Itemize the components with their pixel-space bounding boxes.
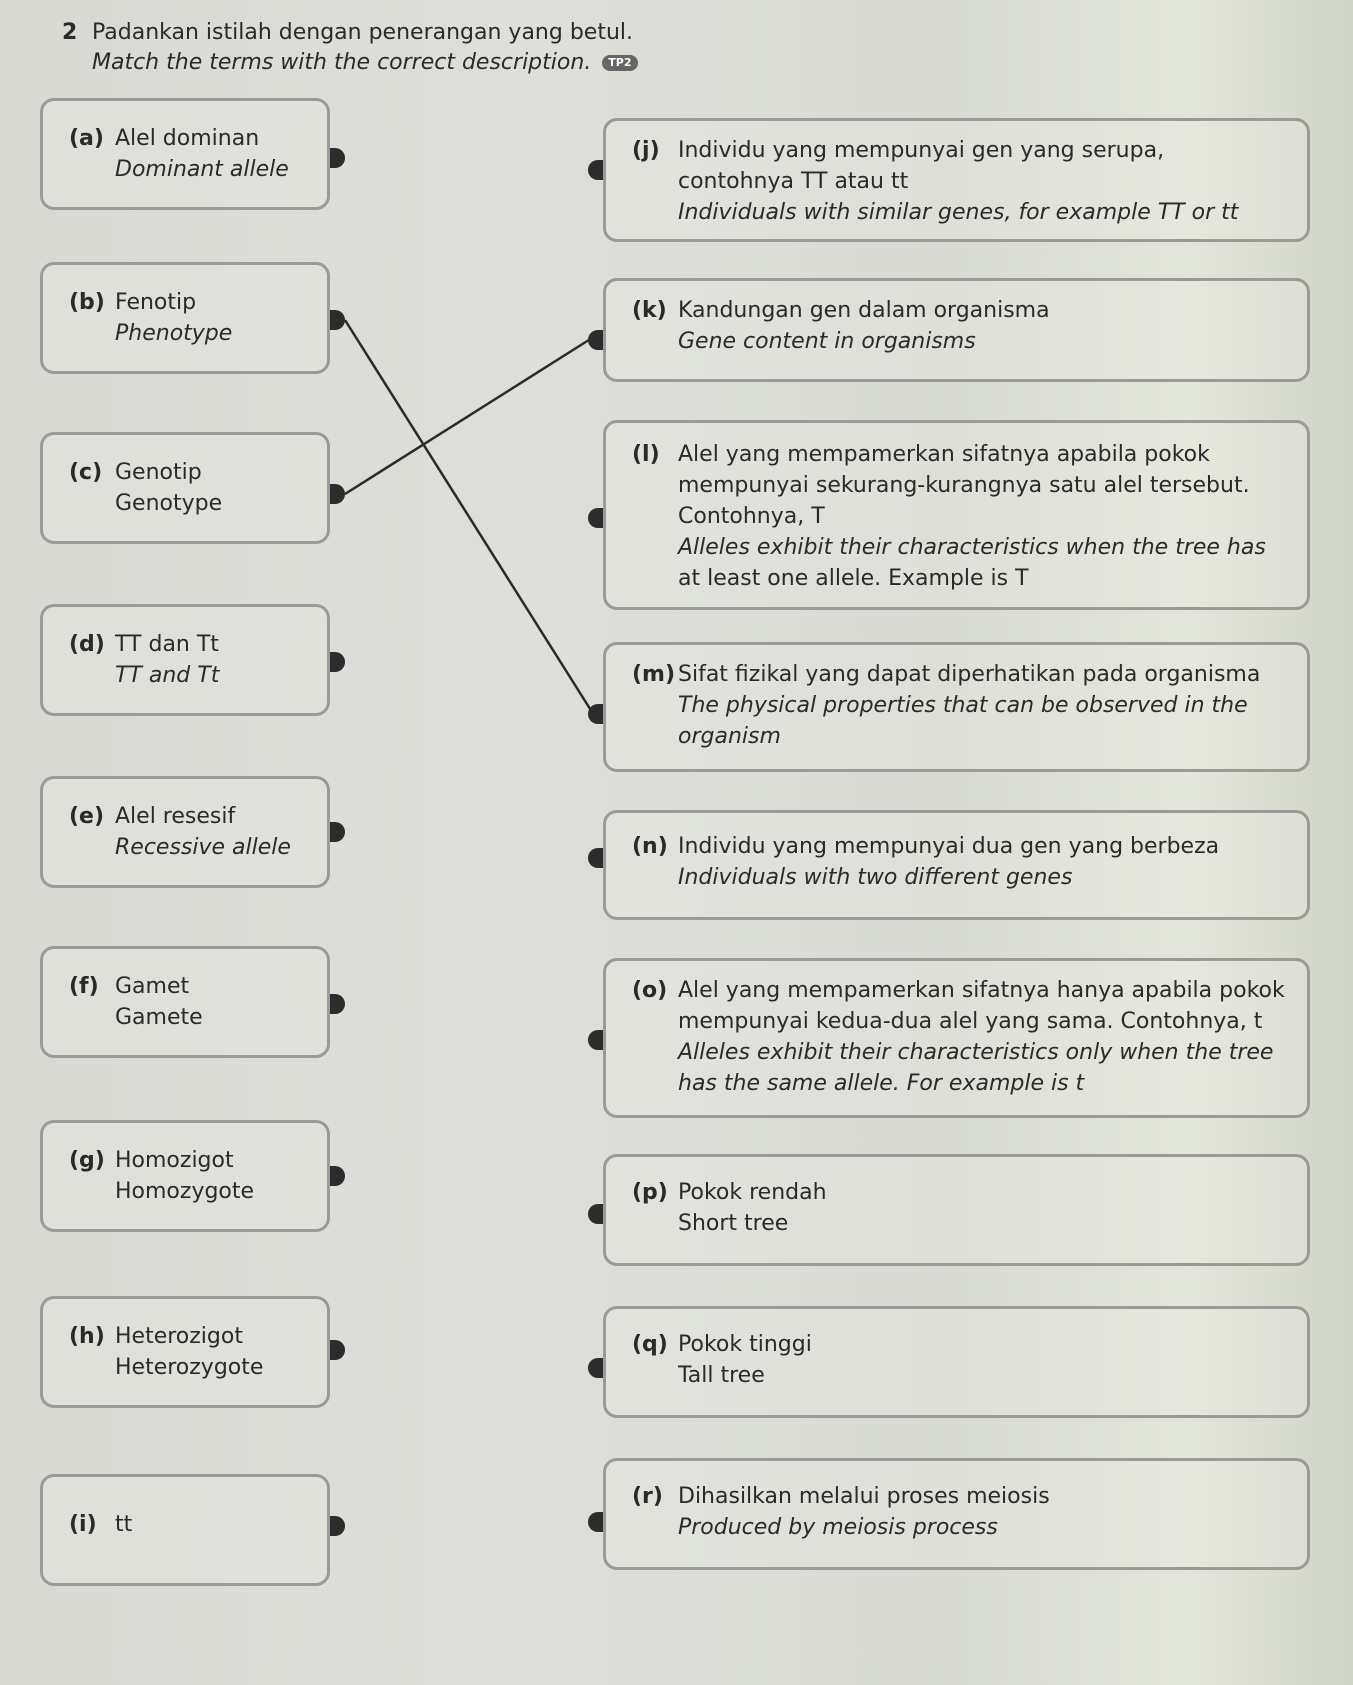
term-en: Gamete	[115, 1005, 203, 1030]
desc-card-r[interactable]	[603, 1458, 1310, 1570]
match-dot-n[interactable]	[588, 848, 603, 868]
term-ms: Alel resesif	[115, 804, 236, 829]
match-dot-m[interactable]	[588, 704, 603, 724]
match-dot-h[interactable]	[330, 1340, 345, 1360]
term-label: (d)	[69, 632, 105, 657]
match-dot-d[interactable]	[330, 652, 345, 672]
desc-label: (p)	[632, 1180, 668, 1205]
desc-label: (q)	[632, 1332, 668, 1357]
desc-ms1: Individu yang mempunyai gen yang serupa,	[678, 138, 1165, 163]
term-label: (i)	[69, 1512, 97, 1537]
desc-en1: Tall tree	[678, 1363, 765, 1388]
desc-en1: Produced by meiosis process	[678, 1515, 998, 1540]
desc-ms1: Dihasilkan melalui proses meiosis	[678, 1484, 1050, 1509]
term-label: (a)	[69, 126, 104, 151]
desc-en1: The physical properties that can be observed in the	[678, 693, 1248, 718]
term-ms: Fenotip	[115, 290, 197, 315]
term-ms: Genotip	[115, 460, 202, 485]
desc-label: (r)	[632, 1484, 663, 1509]
term-en: TT and Tt	[115, 663, 220, 688]
desc-ms1: Sifat fizikal yang dapat diperhatikan pada organisma	[678, 662, 1261, 687]
desc-ms1: Alel yang mempamerkan sifatnya hanya apabila pokok	[678, 978, 1285, 1003]
term-ms: Gamet	[115, 974, 190, 999]
term-en: Dominant allele	[115, 157, 289, 182]
desc-ms1: Kandungan gen dalam organisma	[678, 298, 1050, 323]
term-en: Genotype	[115, 491, 223, 516]
term-en: Homozygote	[115, 1179, 255, 1204]
desc-card-o[interactable]	[603, 958, 1310, 1118]
term-ms: tt	[115, 1512, 133, 1537]
match-dot-i[interactable]	[330, 1516, 345, 1536]
desc-ms1: Pokok tinggi	[678, 1332, 812, 1357]
desc-label: (m)	[632, 662, 676, 687]
match-line-c-k	[345, 338, 592, 494]
desc-en1: Alleles exhibit their characteristics only when the tree	[678, 1040, 1274, 1065]
match-dot-r[interactable]	[588, 1512, 603, 1532]
desc-card-l[interactable]	[603, 420, 1310, 610]
term-card-g[interactable]	[40, 1120, 330, 1232]
term-card-d[interactable]	[40, 604, 330, 716]
desc-en1: Individuals with two different genes	[678, 865, 1073, 890]
term-ms: Alel dominan	[115, 126, 260, 151]
desc-ms2: contohnya TT atau tt	[678, 169, 909, 194]
term-card-h[interactable]	[40, 1296, 330, 1408]
desc-ms2: mempunyai sekurang-kurangnya satu alel tersebut. Contohnya, T	[678, 473, 1250, 529]
term-label: (b)	[69, 290, 105, 315]
match-dot-l[interactable]	[588, 508, 603, 528]
desc-label: (j)	[632, 138, 660, 163]
desc-label: (o)	[632, 978, 668, 1003]
question-text-en: Match the terms with the correct description.	[92, 50, 592, 75]
desc-ms1: Alel yang mempamerkan sifatnya apabila pokok	[678, 442, 1210, 467]
desc-card-m[interactable]	[603, 642, 1310, 772]
tp-badge: TP2	[602, 55, 637, 71]
desc-label: (k)	[632, 298, 667, 323]
question-text-ms: Padankan istilah dengan penerangan yang betul.	[92, 20, 633, 45]
match-dot-a[interactable]	[330, 148, 345, 168]
desc-en1: Alleles exhibit their characteristics when the tree has	[678, 535, 1266, 560]
term-card-c[interactable]	[40, 432, 330, 544]
question-header	[62, 18, 638, 78]
match-dot-b[interactable]	[330, 310, 345, 330]
term-label: (c)	[69, 460, 103, 485]
desc-card-j[interactable]	[603, 118, 1310, 242]
desc-label: (l)	[632, 442, 660, 467]
term-en: Phenotype	[115, 321, 233, 346]
term-card-a[interactable]	[40, 98, 330, 210]
match-dot-o[interactable]	[588, 1030, 603, 1050]
term-ms: TT dan Tt	[115, 632, 219, 657]
term-en: Recessive allele	[115, 835, 291, 860]
match-dot-c[interactable]	[330, 484, 345, 504]
term-label: (f)	[69, 974, 99, 999]
desc-en2: has the same allele. For example is t	[678, 1071, 1085, 1096]
desc-card-p[interactable]	[603, 1154, 1310, 1266]
desc-ms1: Individu yang mempunyai dua gen yang berbeza	[678, 834, 1220, 859]
match-line-b-m	[345, 320, 592, 712]
desc-ms2: mempunyai kedua-dua alel yang sama. Contohnya, t	[678, 1009, 1263, 1034]
desc-card-k[interactable]	[603, 278, 1310, 382]
match-dot-g[interactable]	[330, 1166, 345, 1186]
term-label: (e)	[69, 804, 105, 829]
match-dot-p[interactable]	[588, 1204, 603, 1224]
desc-card-n[interactable]	[603, 810, 1310, 920]
desc-en2: at least one allele. Example is T	[678, 566, 1029, 591]
term-label: (g)	[69, 1148, 105, 1173]
match-dot-e[interactable]	[330, 822, 345, 842]
match-dot-k[interactable]	[588, 330, 603, 350]
question-number: 2	[62, 20, 78, 45]
term-ms: Heterozigot	[115, 1324, 243, 1349]
desc-en1: Short tree	[678, 1211, 789, 1236]
desc-en1: Individuals with similar genes, for example TT or tt	[678, 200, 1239, 225]
term-card-f[interactable]	[40, 946, 330, 1058]
term-card-i[interactable]	[40, 1474, 330, 1586]
term-label: (h)	[69, 1324, 105, 1349]
term-card-b[interactable]	[40, 262, 330, 374]
match-dot-q[interactable]	[588, 1358, 603, 1378]
term-ms: Homozigot	[115, 1148, 234, 1173]
match-dot-f[interactable]	[330, 994, 345, 1014]
match-dot-j[interactable]	[588, 160, 603, 180]
desc-card-q[interactable]	[603, 1306, 1310, 1418]
term-card-e[interactable]	[40, 776, 330, 888]
term-en: Heterozygote	[115, 1355, 264, 1380]
desc-ms1: Pokok rendah	[678, 1180, 827, 1205]
desc-en2: organism	[678, 724, 781, 749]
desc-label: (n)	[632, 834, 668, 859]
desc-en1: Gene content in organisms	[678, 329, 976, 354]
